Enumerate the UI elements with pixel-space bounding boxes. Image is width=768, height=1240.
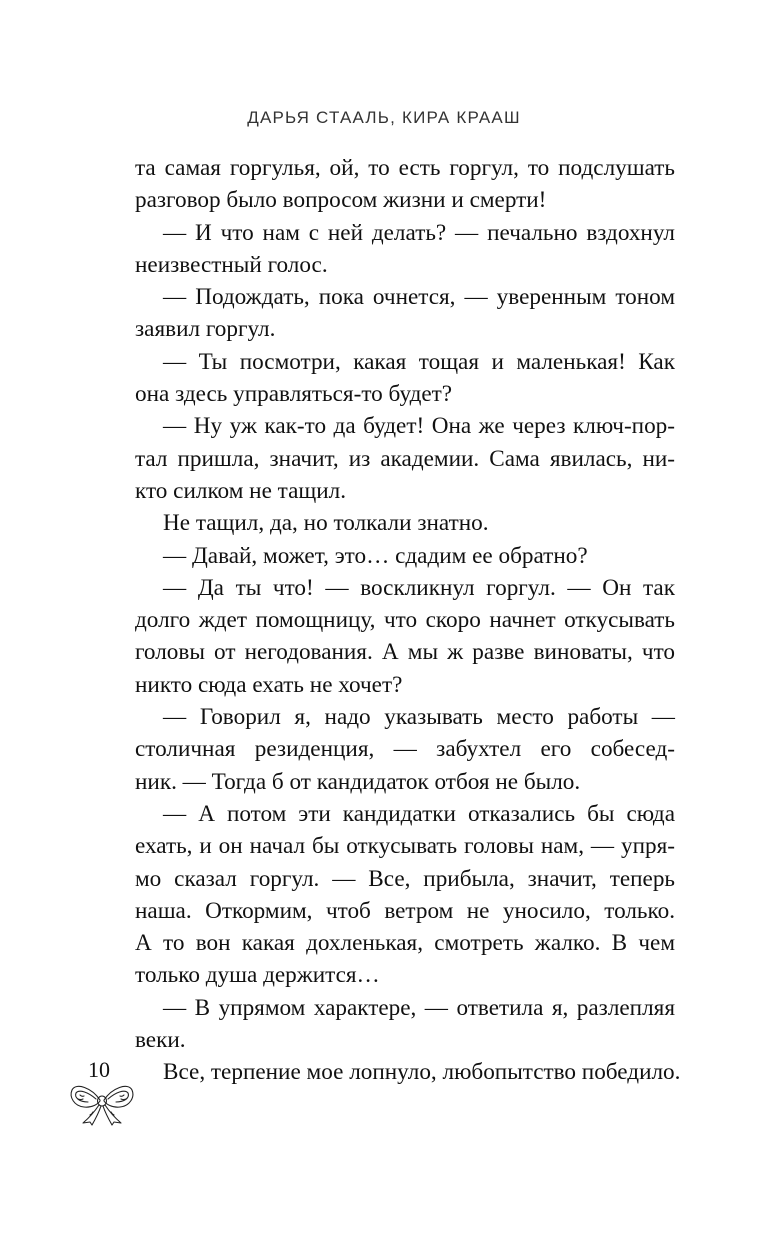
text-line: наша. Откормим, чтоб ветром не уносило, только. [135,897,675,924]
text-line: тал пришла, значит, из академии. Сама явилась, ни- [135,445,675,472]
text-line: никто сюда ехать не хочет? [135,671,403,698]
text-line: — Давай, может, это… сдадим ее обратно? [163,542,588,569]
text-line: — А потом эти кандидатки отказались бы сюда [163,800,675,827]
text-line: Все, терпение мое лопнуло, любопытство победило. [163,1059,681,1086]
text-line: — Ну уж как-то да будет! Она же через ключ-пор- [163,413,675,440]
text-line: — И что нам с ней делать? — печально вздохнул [163,219,675,246]
text-line: кто силком не тащил. [135,477,346,504]
text-line: заявил горгул. [135,316,276,343]
text-line: ехать, и он начал бы откусывать головы нам, — упря- [135,833,675,860]
bow-icon [68,1080,136,1126]
running-head: ДАРЬЯ СТААЛЬ, КИРА КРААШ [247,108,521,127]
text-line: — Говорил я, надо указывать место работы — [163,704,675,731]
text-line: столичная резиденция, — забухтел его собесед- [135,736,675,763]
text-line: разговор было вопросом жизни и смерти! [135,187,547,214]
text-line: только душа держится… [135,962,380,989]
text-line: мо сказал горгул. — Все, прибыла, значит, теперь [135,865,675,892]
text-line: головы от негодования. А мы ж разве виноваты, что [135,639,675,666]
text-line: долго ждет помощницу, что скоро начнет откусывать [135,607,675,634]
text-line: — Подождать, пока очнется, — уверенным тоном [163,284,675,311]
page-text [135,152,681,1089]
text-line: веки. [135,1027,186,1054]
text-line: — В упрямом характере, — ответила я, разлепляя [163,994,675,1021]
text-line: — Ты посмотри, какая тощая и маленькая! Как [163,348,675,375]
text-line: ник. — Тогда б от кандидаток отбоя не было. [135,768,581,795]
text-line: та самая горгулья, ой, то есть горгул, то подслушать [135,155,675,181]
text-line: — Да ты что! — воскликнул горгул. — Он так [163,574,675,601]
text-line: А то вон какая дохленькая, смотреть жалко. В чем [135,930,675,957]
text-line: она здесь управляться-то будет? [135,381,453,408]
text-line: неизвестный голос. [135,251,328,278]
page-number: 10 [88,1057,110,1082]
text-line: Не тащил, да, но толкали знатно. [163,510,489,537]
